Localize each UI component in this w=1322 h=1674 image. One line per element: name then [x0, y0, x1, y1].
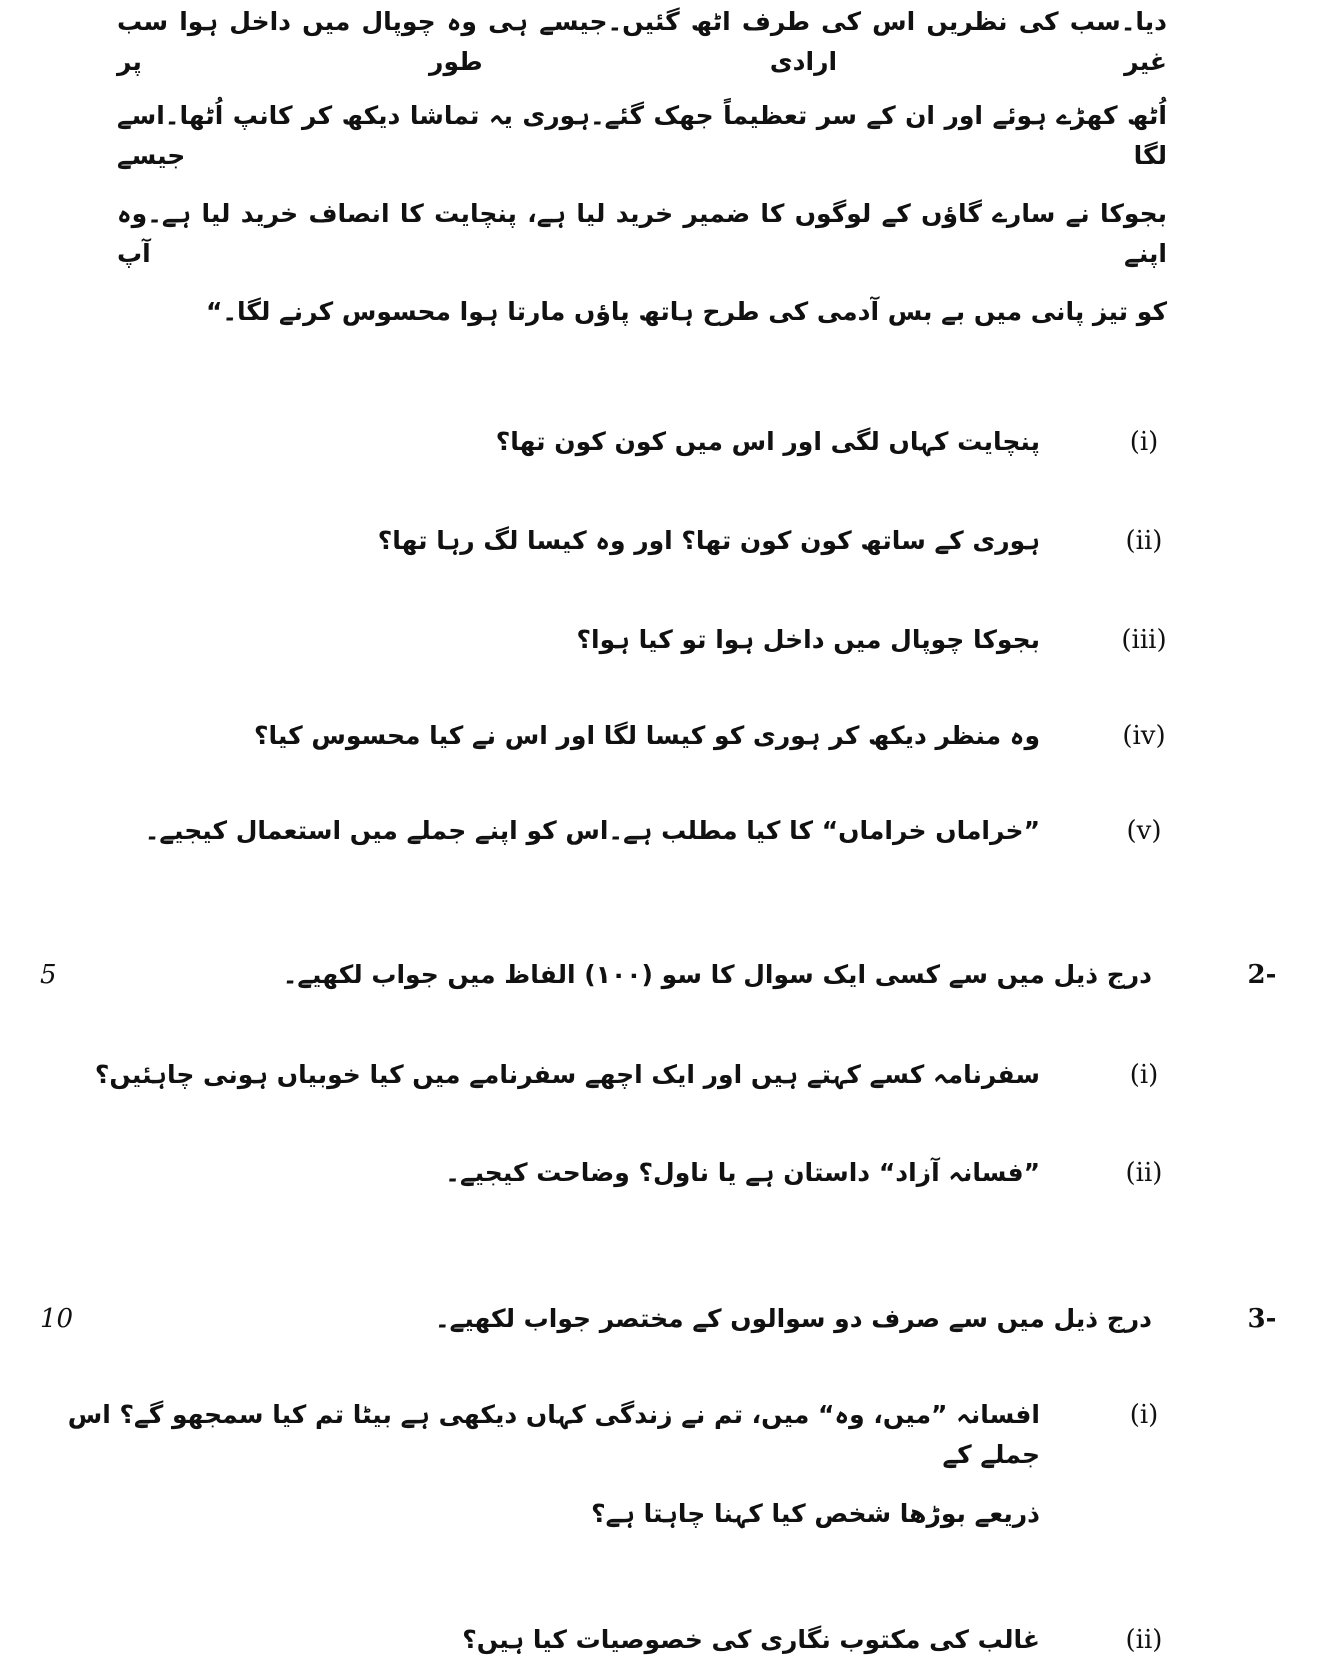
subquestion-text: سفرنامہ کسے کہتے ہیں اور ایک اچھے سفرنامے میں کیا خوبیاں ہونی چاہئیں؟	[94, 1060, 1040, 1089]
subquestion-text: وہ منظر دیکھ کر ہوری کو کیسا لگا اور اس نے کیا محسوس کیا؟	[254, 721, 1040, 750]
subquestion-number: (ii)	[1125, 1625, 1163, 1655]
subquestion-text-continued: ذریعے بوڑھا شخص کیا کہنا چاہتا ہے؟	[591, 1499, 1040, 1528]
subquestion-number: (ii)	[1125, 526, 1163, 556]
passage-line: اُٹھ کھڑے ہوئے اور ان کے سر تعظیماً جھک گئے۔ہوری یہ تماشا دیکھ کر کانپ اُٹھا۔اسے لگا جیسے	[117, 101, 1167, 170]
subquestion-number: (v)	[1126, 816, 1162, 846]
subquestion-text: ہوری کے ساتھ کون کون تھا؟ اور وہ کیسا لگ رہا تھا؟	[377, 526, 1040, 555]
passage-line: بجوکا نے سارے گاؤں کے لوگوں کا ضمیر خرید لیا ہے، پنچایت کا انصاف خرید لیا ہے۔وہ اپنے آپ	[117, 199, 1167, 268]
subquestion-text: ”فسانہ آزاد“ داستان ہے یا ناول؟ وضاحت کیجیے۔	[445, 1158, 1040, 1187]
question-text: درج ذیل میں سے صرف دو سوالوں کے مختصر جواب لکھیے۔	[435, 1304, 1152, 1333]
marks: 5	[40, 960, 57, 990]
passage-line: دیا۔سب کی نظریں اس کی طرف اٹھ گئیں۔جیسے ہی وہ چوپال میں داخل ہوا سب غیر ارادی طور پر	[117, 7, 1167, 76]
question-number: 2-	[1247, 960, 1277, 990]
marks: 10	[40, 1304, 74, 1334]
subquestion-text: غالب کی مکتوب نگاری کی خصوصیات کیا ہیں؟	[462, 1625, 1040, 1654]
subquestion-text: پنچایت کہاں لگی اور اس میں کون کون تھا؟	[495, 427, 1040, 456]
question-text: درج ذیل میں سے کسی ایک سوال کا سو (۱۰۰) الفاظ میں جواب لکھیے۔	[282, 960, 1152, 989]
subquestion-number: (ii)	[1125, 1158, 1163, 1188]
subquestion-text: افسانہ ”میں، وہ“ میں، تم نے زندگی کہاں دیکھی ہے بیٹا تم کیا سمجھو گے؟ اس جملے کے	[67, 1400, 1040, 1469]
subquestion-number: (i)	[1129, 427, 1159, 457]
passage-line: کو تیز پانی میں بے بس آدمی کی طرح ہاتھ پاؤں مارتا ہوا محسوس کرنے لگا۔“	[205, 297, 1167, 326]
subquestion-number: (i)	[1129, 1400, 1159, 1430]
subquestion-number: (iii)	[1121, 625, 1167, 655]
subquestion-number: (i)	[1129, 1060, 1159, 1090]
subquestion-number: (iv)	[1122, 721, 1166, 751]
subquestion-text: بجوکا چوپال میں داخل ہوا تو کیا ہوا؟	[576, 625, 1040, 654]
subquestion-text: ”خراماں خراماں“ کا کیا مطلب ہے۔اس کو اپنے جملے میں استعمال کیجیے۔	[144, 816, 1040, 845]
question-number: 3-	[1247, 1304, 1277, 1334]
